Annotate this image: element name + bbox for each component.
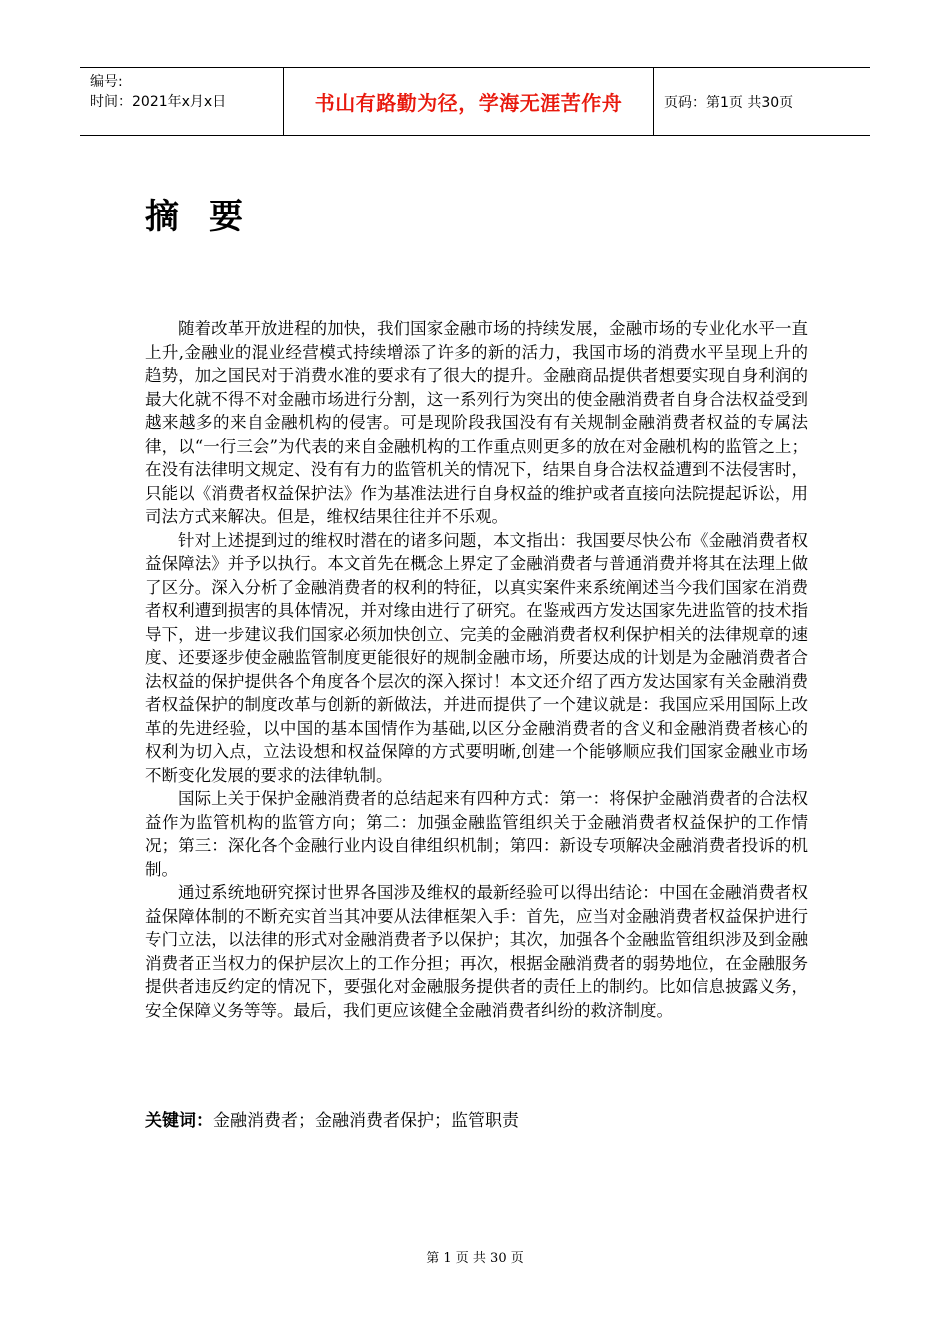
- page-footer: 第 1 页 共 30 页: [426, 1251, 524, 1266]
- keywords: [145, 1106, 519, 1131]
- paragraph-4: 通过系统地研究探讨世界各国涉及维权的最新经验可以得出结论：中国在金融消费者权益保障体制的不断充实首当其冲要从法律框架入手：首先，应当对金融消费者权益保护进行专门立法，以法律的形式对金融消费者予以保护；其次，加强各个金融监管组织涉及到金融消费者正当权力的保护层次上的工作分担；再次，根据金融消费者的弱势地位，在金融服务提供者违反约定的情况下，要强化对金融服务提供者的责任上的制约。比如信息披露义务，安全保障义务等等。最后，我们更应该健全金融消费者纠纷的救济制度。: [145, 883, 808, 1020]
- header-motto-cell: [284, 68, 654, 135]
- keywords-label: 关键词：: [145, 1111, 213, 1131]
- number-label: 编号:: [90, 74, 123, 90]
- paragraph-3: 国际上关于保护金融消费者的总结起来有四种方式：第一：将保护金融消费者的合法权益作为监管机构的监管方向；第二：加强金融监管组织关于金融消费者权益保护的工作情况；第三：深化各个金融行业内设自律组织机制；第四：新设专项解决金融消费者投诉的机制。: [145, 789, 808, 879]
- motto: 书山有路勤为径，学海无涯苦作舟: [314, 91, 623, 115]
- abstract-body: [145, 317, 808, 1022]
- date-label: 时间：2021年x月x日: [90, 94, 227, 110]
- page-info: 页码：第1页 共30页: [664, 94, 794, 111]
- paragraph-1: 随着改革开放进程的加快，我们国家金融市场的持续发展，金融市场的专业化水平一直上升,金融业的混业经营模式持续增添了许多的新的活力，我国市场的消费水平呈现上升的趋势，加之国民对于消费水准的要求有了很大的提升。金融商品提供者想要实现自身利润的最大化就不得不对金融市场进行分割，这一系列行为突出的使金融消费者自身合法权益受到越来越多的来自金融机构的侵害。可是现阶段我国没有有关规制金融消费者权益的专属法律，以“一行三会”为代表的来自金融机构的工作重点则更多的放在对金融机构的监管之上；在没有法律明文规定、没有有力的监管机关的情况下，结果自身合法权益遭到不法侵害时，只能以《消费者权益保护法》作为基准法进行自身权益的维护或者直接向法院提起诉讼，用司法方式来解决。但是，维权结果往往并不乐观。: [145, 319, 808, 526]
- page-title: 摘要: [145, 197, 273, 237]
- header-page-info-cell: [654, 68, 870, 135]
- keywords-value: 金融消费者；金融消费者保护；监管职责: [213, 1111, 519, 1131]
- header-meta: [80, 68, 284, 135]
- paragraph-2: 针对上述提到过的维权时潜在的诸多问题，本文指出：我国要尽快公布《金融消费者权益保障法》并予以执行。本文首先在概念上界定了金融消费者与普通消费并将其在法理上做了区分。深入分析了金融消费者的权利的特征，以真实案件来系统阐述当今我们国家在消费者权利遭到损害的具体情况，并对缘由进行了研究。在鉴戒西方发达国家先进监管的技术指导下，进一步建议我们国家必须加快创立、完美的金融消费者权利保护相关的法律规章的速度、还要逐步使金融监管制度更能很好的规制金融市场，所要达成的计划是为金融消费者合法权益的保护提供各个角度各个层次的深入探讨！本文还介绍了西方发达国家有关金融消费者权益保护的制度改革与创新的新做法，并进而提供了一个建议就是：我国应采用国际上改革的先进经验，以中国的基本国情作为基础,以区分金融消费者的含义和金融消费者核心的权利为切入点，立法设想和权益保障的方式要明晰,创建一个能够顺应我们国家金融业市场不断变化发展的要求的法律轨制。: [145, 530, 808, 785]
- header-table: [80, 67, 870, 136]
